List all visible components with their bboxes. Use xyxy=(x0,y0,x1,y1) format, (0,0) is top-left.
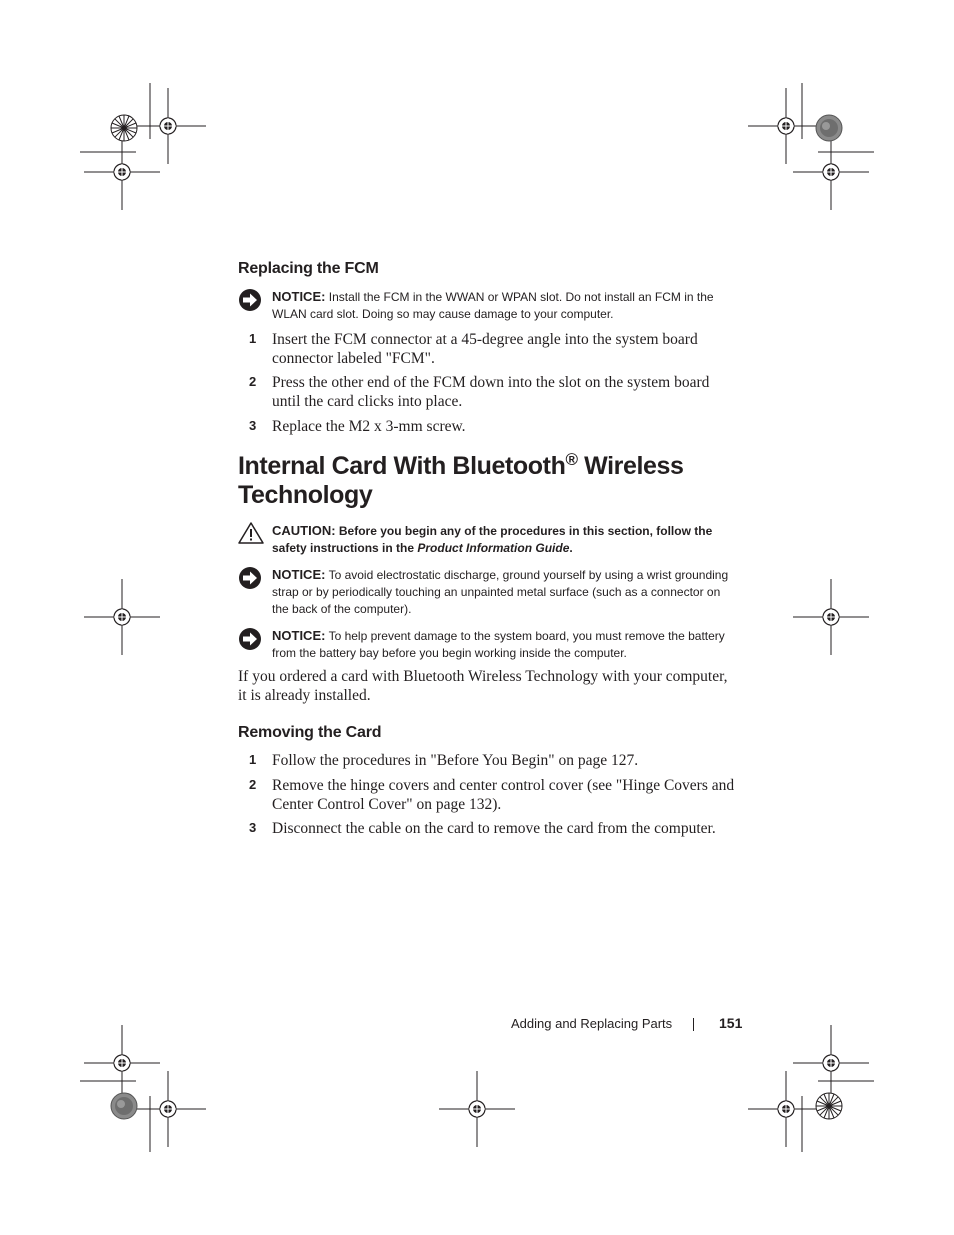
step-number: 2 xyxy=(249,374,257,389)
step-text: Press the other end of the FCM down into the slot on the system board until the card clicks into place. xyxy=(272,374,710,410)
caution-text: Before you begin any of the procedures in this section, follow the safety instructions in the xyxy=(272,524,713,555)
title-part1: Internal Card With Bluetooth xyxy=(238,452,566,480)
step-number: 3 xyxy=(249,418,257,433)
footer-section-title: Adding and Replacing Parts xyxy=(511,1016,673,1031)
fcm-step-3 xyxy=(238,417,738,436)
fcm-step-2 xyxy=(238,373,738,411)
remove-step-3 xyxy=(238,819,738,838)
caution-triangle-icon xyxy=(238,522,264,544)
notice-arrow-icon xyxy=(238,566,262,590)
notice-text: Install the FCM in the WWAN or WPAN slot. Do not install an FCM in the WLAN card slot. Doing so may cause damage to your computer. xyxy=(272,290,714,321)
caution-guide-title: Product Information Guide xyxy=(417,541,570,555)
step-text: Replace the M2 x 3-mm screw. xyxy=(272,418,466,435)
notice-text: To help prevent damage to the system board, you must remove the battery from the battery bay before you begin working inside the computer. xyxy=(272,629,725,660)
notice-fcm xyxy=(238,288,738,323)
caution-label: CAUTION: xyxy=(272,523,336,538)
title-part2: Wireless Technology xyxy=(238,452,684,509)
footer-divider xyxy=(693,1018,694,1031)
caution-end: . xyxy=(569,541,573,555)
intro-paragraph: If you ordered a card with Bluetooth Wireless Technology with your computer, it is already installed. xyxy=(238,668,728,704)
step-text: Disconnect the cable on the card to remove the card from the computer. xyxy=(272,820,716,837)
page-title xyxy=(238,452,758,510)
notice-arrow-icon xyxy=(238,288,262,312)
fcm-step-1 xyxy=(238,330,738,368)
step-text: Insert the FCM connector at a 45-degree angle into the system board connector labeled "FCM". xyxy=(272,331,698,367)
notice-esd xyxy=(238,566,738,618)
section-heading-removing-card: Removing the Card xyxy=(238,724,382,741)
remove-step-2 xyxy=(238,776,738,814)
step-number: 1 xyxy=(249,331,257,346)
step-text: Follow the procedures in "Before You Begin" on page 127. xyxy=(272,752,639,769)
section-heading-replacing-fcm: Replacing the FCM xyxy=(238,260,379,277)
notice-label: NOTICE: xyxy=(272,289,326,304)
caution-block xyxy=(238,522,738,557)
notice-text: To avoid electrostatic discharge, ground yourself by using a wrist grounding strap or by periodically touching an unpainted metal surface (such as a connector on the back of the computer). xyxy=(272,568,729,616)
registered-mark: ® xyxy=(565,450,578,469)
step-number: 3 xyxy=(249,820,257,835)
page-number: 151 xyxy=(719,1015,743,1031)
step-number: 2 xyxy=(249,777,257,792)
step-text: Remove the hinge covers and center control cover (see "Hinge Covers and Center Control Cover" on page 132). xyxy=(272,777,735,813)
remove-step-1 xyxy=(238,751,738,770)
step-number: 1 xyxy=(249,752,257,767)
notice-battery xyxy=(238,627,738,662)
notice-label: NOTICE: xyxy=(272,567,326,582)
notice-label: NOTICE: xyxy=(272,628,326,643)
notice-arrow-icon xyxy=(238,627,262,651)
